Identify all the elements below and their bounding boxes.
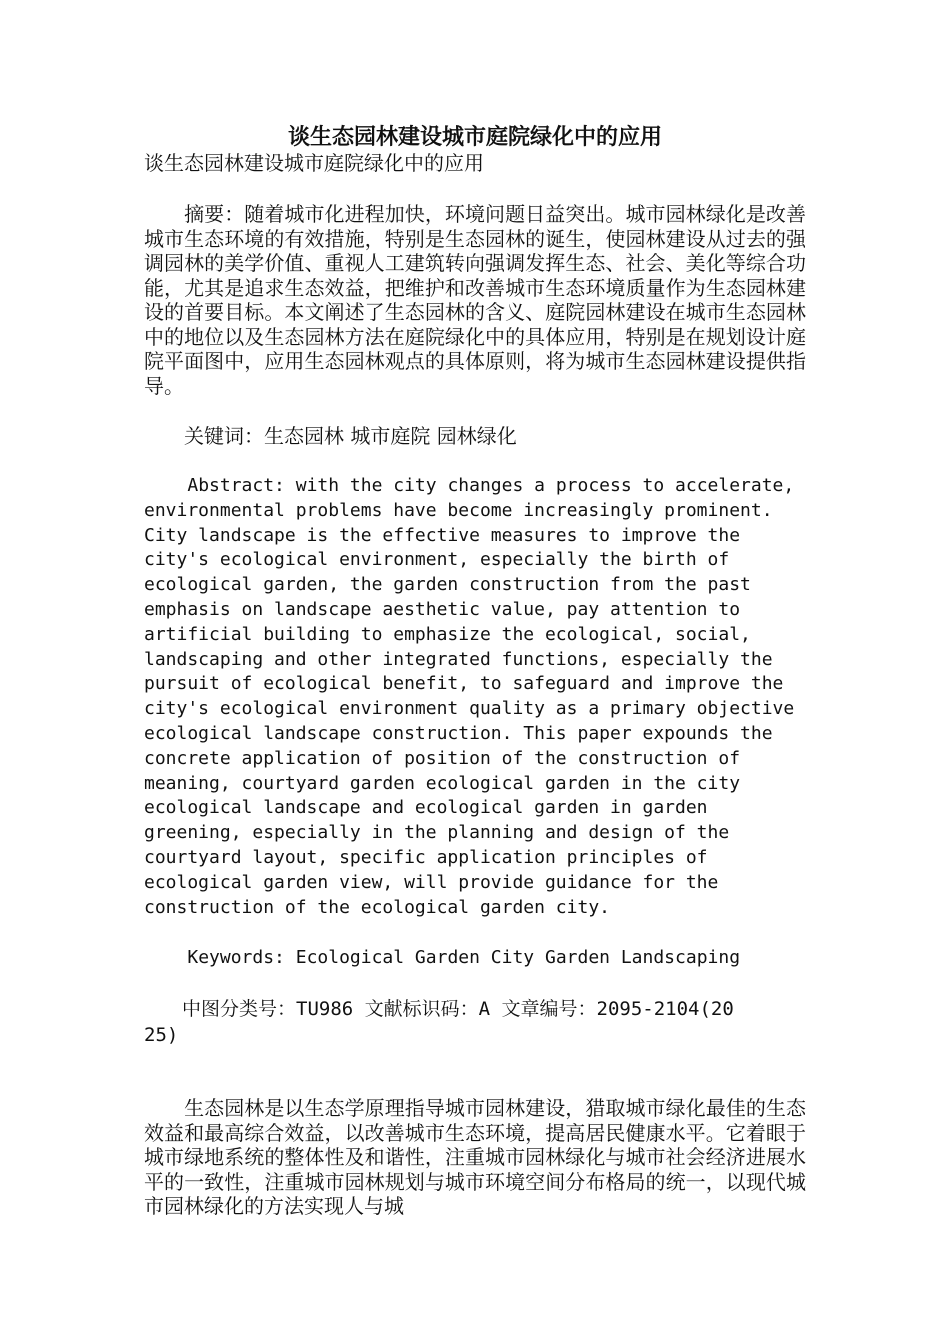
abstract-chinese: 摘要：随着城市化进程加快，环境问题日益突出。城市园林绿化是改善城市生态环境的有效措施，特别是生态园林的诞生，使园林建设从过去的强调园林的美学价值、重视人工建筑转向强调发挥生态、社会、美化等综合功能，尤其是追求生态效益，把维护和改善城市生态环境质量作为生态园林建设的首要目标。本文阐述了生态园林的含义、庭院园林建设在城市生态园林中的地位以及生态园林方法在庭院绿化中的具体应用，特别是在规划设计庭院平面图中，应用生态园林观点的具体原则，将为城市生态园林建设提供指导。 — [144, 202, 806, 398]
body-paragraph: 生态园林是以生态学原理指导城市园林建设，猎取城市绿化最佳的生态效益和最高综合效益，以改善城市生态环境，提高居民健康水平。它着眼于城市绿地系统的整体性及和谐性，注重城市园林绿化与城市社会经济进展水平的一致性，注重城市园林规划与城市环境空间分布格局的统一，以现代城市园林绿化的方法实现人与城 — [144, 1096, 806, 1218]
keywords-chinese: 关键词：生态园林 城市庭院 园林绿化 — [144, 424, 517, 448]
abstract-english: Abstract: with the city changes a process to accelerate, environmental problems have become increasingly prominent. City landscape is the effective measures to improve the city's ecological environment, especially the birth of ecological garden, the garden construction from the past emphasis on landscape aesthetic value, pay attention to artificial building to emphasize the ecological, social, landscaping and other integrated functions, especially the pursuit of ecological benefit, to safeguard and improve the city's ecological environment quality as a primary objective ecological landscape construction. This paper expounds the concrete application of position of the construction of meaning, courtyard garden ecological garden in the city ecological landscape and ecological garden in garden greening, especially in the planning and design of the courtyard layout, specific application principles of ecological garden view, will provide guidance for the construction of the ecological garden city. — [144, 475, 806, 918]
document-subtitle: 谈生态园林建设城市庭院绿化中的应用 — [144, 151, 484, 175]
classification-info: 中图分类号：TU986 文献标识码：A 文章编号：2095-2104(2025) — [144, 998, 734, 1046]
document-title: 谈生态园林建设城市庭院绿化中的应用 — [287, 124, 662, 150]
keywords-english: Keywords: Ecological Garden City Garden Landscaping — [144, 947, 741, 968]
